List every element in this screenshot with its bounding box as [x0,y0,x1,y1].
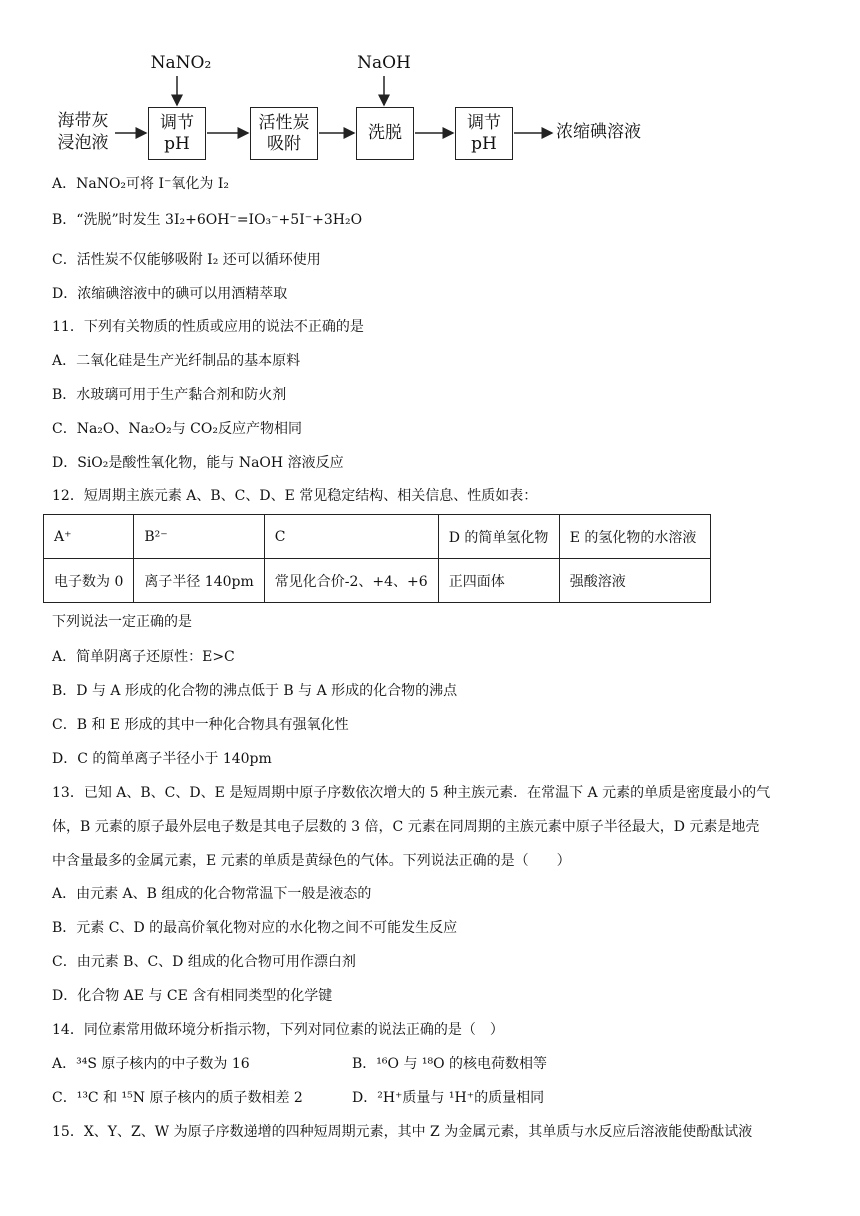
q13-option-d: D．化合物 AE 与 CE 含有相同类型的化学键 [52,988,333,1004]
flow-arrows [0,0,860,180]
q11-option-b: B．水玻璃可用于生产黏合剂和防火剂 [52,387,287,403]
table-cell: E 的氢化物的水溶液 [559,515,710,559]
q12-option-b: B．D 与 A 形成的化合物的沸点低于 B 与 A 形成的化合物的沸点 [52,683,458,699]
q11-option-a: A．二氧化硅是生产光纤制品的基本原料 [52,353,301,369]
q13-option-c: C．由元素 B、C、D 组成的化合物可用作漂白剂 [52,954,356,970]
q14-option-a: A．³⁴S 原子核内的中子数为 16 [52,1056,250,1072]
q13-stem-line2: 体，B 元素的原子最外层电子数是其电子层数的 3 倍，C 元素在同周期的主族元素中原子半径最大，D 元素是地壳 [52,819,760,835]
flow-output: 浓缩碘溶液 [556,122,641,142]
q12-stem: 12．短周期主族元素 A、B、C、D、E 常见稳定结构、相关信息、性质如表： [52,488,538,504]
flow-box-adjust-ph-1: 调节 pH [148,107,206,160]
flow-box-activated-carbon: 活性炭 吸附 [250,107,318,160]
q10-option-b: B．“洗脱”时发生 3I₂+6OH⁻=IO₃⁻+5I⁻+3H₂O [52,212,363,228]
flow-reagent-nano2: NaNO₂ [150,53,212,73]
table-cell: 电子数为 0 [44,559,134,603]
table-row [44,559,711,603]
q12-option-d: D．C 的简单离子半径小于 140pm [52,751,272,767]
q14-stem: 14．同位素常用做环境分析指示物，下列对同位素的说法正确的是（ ） [52,1022,504,1038]
q11-option-d: D．SiO₂是酸性氧化物，能与 NaOH 溶液反应 [52,455,344,471]
q14-option-c: C．¹³C 和 ¹⁵N 原子核内的质子数相差 2 [52,1090,303,1106]
table-cell: 强酸溶液 [559,559,710,603]
flow-input: 海带灰 浸泡液 [57,111,109,153]
q11-stem: 11．下列有关物质的性质或应用的说法不正确的是 [52,319,364,335]
flow-box-elution: 洗脱 [356,107,414,160]
table-cell: 常见化合价-2、+4、+6 [264,559,438,603]
table-cell: 正四面体 [438,559,559,603]
q10-option-a: A．NaNO₂可将 I⁻氧化为 I₂ [52,176,230,192]
table-cell: C [264,515,438,559]
q12-info-table [43,514,711,603]
q15-stem: 15．X、Y、Z、W 为原子序数递增的四种短周期元素，其中 Z 为金属元素，其单质与水反应后溶液能使酚酞试液 [52,1124,753,1140]
table-cell: B²⁻ [134,515,264,559]
q12-after: 下列说法一定正确的是 [52,614,192,630]
q13-option-a: A．由元素 A、B 组成的化合物常温下一般是液态的 [52,886,372,902]
q14-option-d: D．²H⁺质量与 ¹H⁺的质量相同 [352,1090,545,1106]
q12-option-c: C．B 和 E 形成的其中一种化合物具有强氧化性 [52,717,349,733]
table-cell: A⁺ [44,515,134,559]
table-cell: D 的简单氢化物 [438,515,559,559]
q13-stem-line1: 13．已知 A、B、C、D、E 是短周期中原子序数依次增大的 5 种主族元素．在常温下 A 元素的单质是密度最小的气 [52,785,771,801]
q12-option-a: A．简单阴离子还原性：E>C [52,649,235,665]
table-row [44,515,711,559]
q14-option-b: B．¹⁶O 与 ¹⁸O 的核电荷数相等 [352,1056,548,1072]
q11-option-c: C．Na₂O、Na₂O₂与 CO₂反应产物相同 [52,421,302,437]
q13-option-b: B．元素 C、D 的最高价氧化物对应的水化物之间不可能发生反应 [52,920,458,936]
flow-box-adjust-ph-2: 调节 pH [455,107,513,160]
table-cell: 离子半径 140pm [134,559,264,603]
flow-reagent-naoh: NaOH [357,53,411,73]
q13-stem-line3: 中含量最多的金属元素，E 元素的单质是黄绿色的气体。下列说法正确的是（ ） [52,853,571,869]
q10-option-c: C．活性炭不仅能够吸附 I₂ 还可以循环使用 [52,252,321,268]
q10-option-d: D．浓缩碘溶液中的碘可以用酒精萃取 [52,286,288,302]
